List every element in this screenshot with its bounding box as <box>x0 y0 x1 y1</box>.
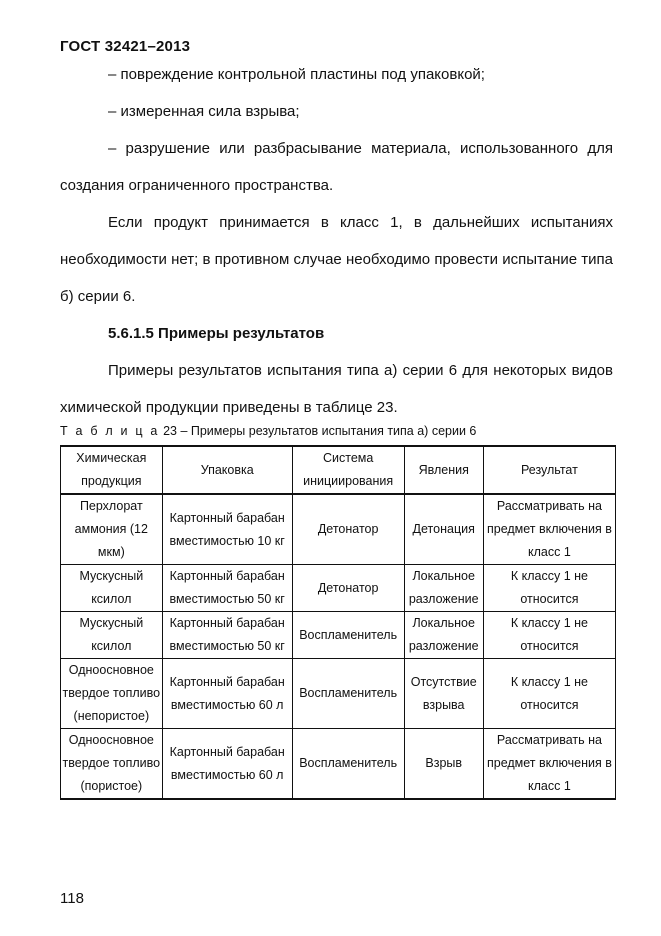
cell-chemical-product: Мускусный ксилол <box>61 565 163 612</box>
cell-result: К классу 1 не относится <box>483 612 615 659</box>
page-number: 118 <box>60 890 84 907</box>
cell-phenomena: Детонация <box>404 494 483 565</box>
cell-phenomena: Локальное разложение <box>404 612 483 659</box>
cell-chemical-product: Мускусный ксилол <box>61 612 163 659</box>
cell-chemical-product: Одноосновное твердое топливо (пористое) <box>61 729 163 800</box>
cell-result: Рассматривать на предмет включения в класс 1 <box>483 729 615 800</box>
bullet-item: – повреждение контрольной пластины под упаковкой; <box>108 66 485 83</box>
bullet-item: – разрушение или разбрасывание материала, использованного для создания ограниченного пространства. <box>60 140 613 194</box>
header-packaging: Упаковка <box>162 446 292 494</box>
header-result: Результат <box>483 446 615 494</box>
bullet-item: – измеренная сила взрыва; <box>108 103 300 120</box>
results-table <box>60 445 616 800</box>
cell-packaging: Картонный барабан вместимостью 60 л <box>162 659 292 729</box>
table-row <box>61 565 616 612</box>
header-phenomena: Явления <box>404 446 483 494</box>
cell-packaging: Картонный барабан вместимостью 60 л <box>162 729 292 800</box>
cell-initiation-system: Воспламенитель <box>292 729 404 800</box>
table-row <box>61 494 616 565</box>
table-row <box>61 659 616 729</box>
header-chemical-product: Химическая продукция <box>61 446 163 494</box>
cell-result: К классу 1 не относится <box>483 565 615 612</box>
cell-result: К классу 1 не относится <box>483 659 615 729</box>
section-heading: 5.6.1.5 Примеры результатов <box>108 325 325 342</box>
cell-chemical-product: Одноосновное твердое топливо (непористое) <box>61 659 163 729</box>
table-caption-label: Т а б л и ц а <box>60 424 160 438</box>
cell-packaging: Картонный барабан вместимостью 10 кг <box>162 494 292 565</box>
cell-initiation-system: Детонатор <box>292 565 404 612</box>
cell-initiation-system: Воспламенитель <box>292 659 404 729</box>
paragraph-class-result: Если продукт принимается в класс 1, в дальнейших испытаниях необходимости нет; в противном случае необходимо провести испытание типа б) серии 6. <box>60 214 613 305</box>
cell-packaging: Картонный барабан вместимостью 50 кг <box>162 612 292 659</box>
table-caption <box>60 424 476 438</box>
table-row <box>61 729 616 800</box>
cell-initiation-system: Воспламенитель <box>292 612 404 659</box>
table-caption-text: 23 – Примеры результатов испытания типа а) серии 6 <box>163 424 477 438</box>
header-initiation-system: Система инициирования <box>292 446 404 494</box>
cell-phenomena: Отсутствие взрыва <box>404 659 483 729</box>
cell-phenomena: Взрыв <box>404 729 483 800</box>
document-header: ГОСТ 32421–2013 <box>60 38 191 55</box>
table-header-row <box>61 446 616 494</box>
body-text <box>60 56 613 426</box>
cell-packaging: Картонный барабан вместимостью 50 кг <box>162 565 292 612</box>
cell-phenomena: Локальное разложение <box>404 565 483 612</box>
paragraph-examples: Примеры результатов испытания типа а) серии 6 для некоторых видов химической продукции приведены в таблице 23. <box>60 362 613 416</box>
table-row <box>61 612 616 659</box>
cell-chemical-product: Перхлорат аммония (12 мкм) <box>61 494 163 565</box>
cell-initiation-system: Детонатор <box>292 494 404 565</box>
cell-result: Рассматривать на предмет включения в класс 1 <box>483 494 615 565</box>
